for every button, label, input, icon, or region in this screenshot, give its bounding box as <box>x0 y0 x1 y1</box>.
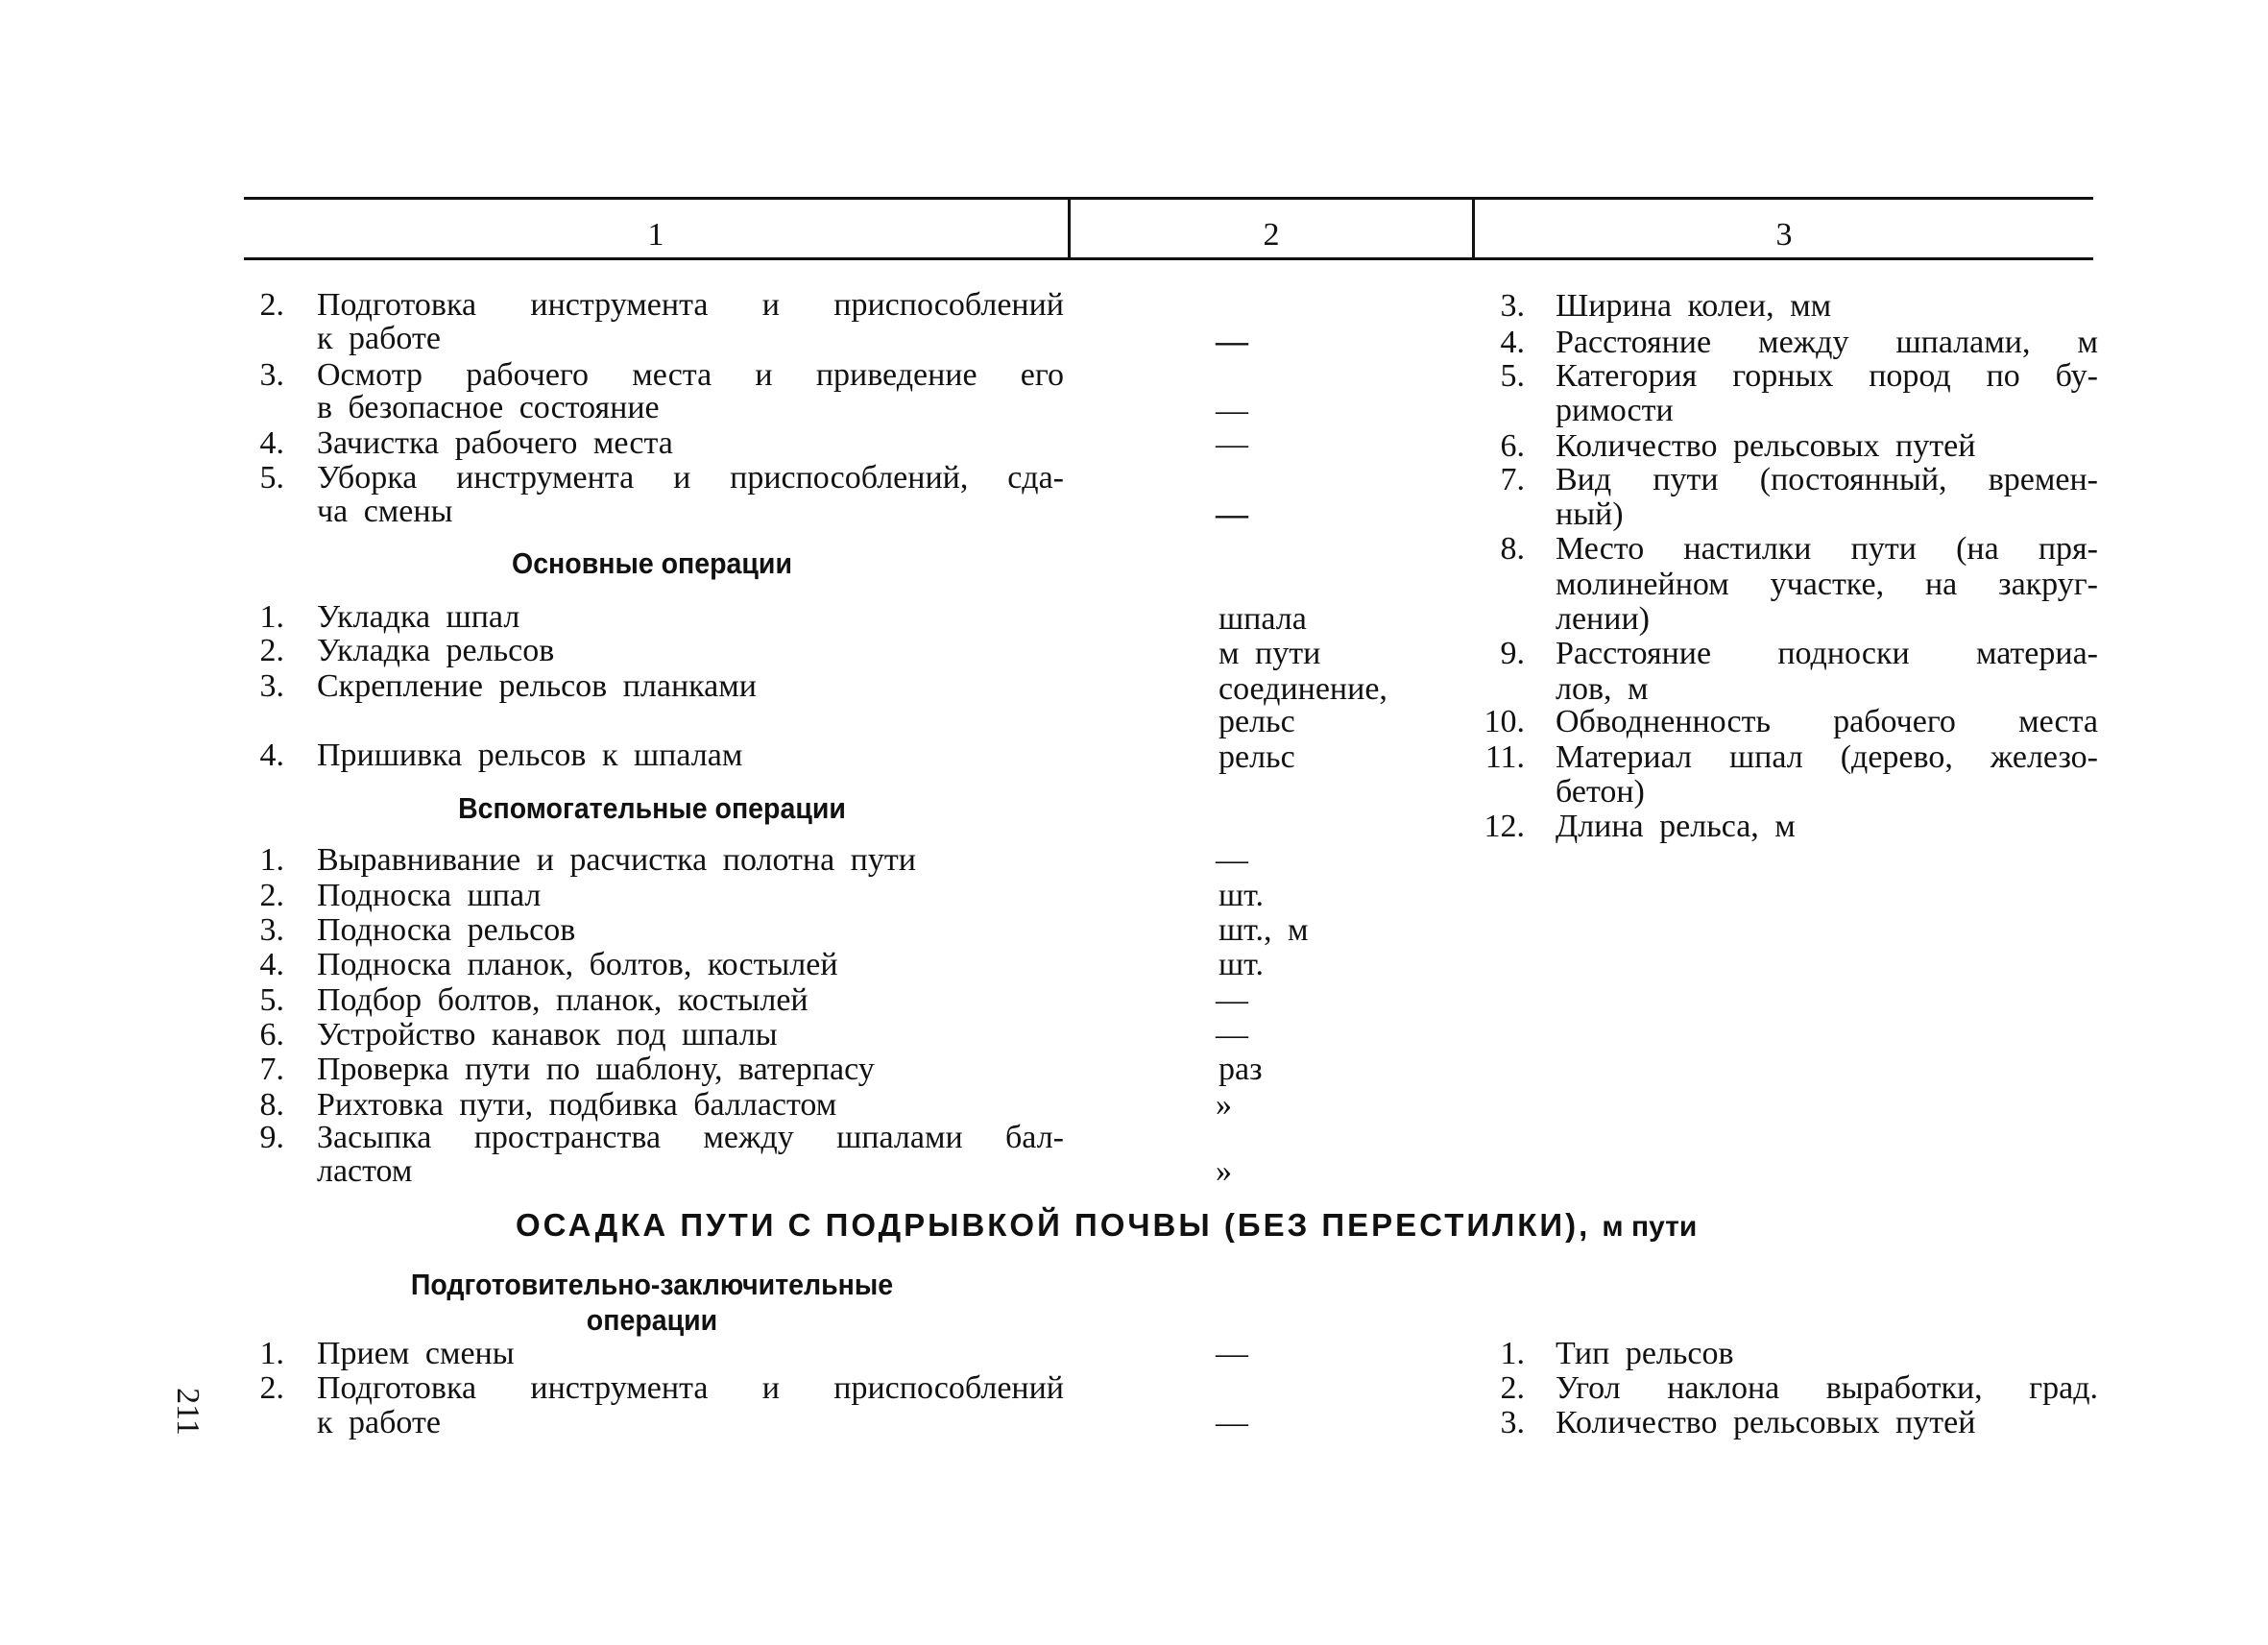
factor-number: 11. <box>1484 739 1525 775</box>
factor-text: Ширина колеи, мм <box>1556 288 1832 324</box>
unit-cell: шт. <box>1218 947 1264 982</box>
unit-cell: шт. <box>1218 878 1264 913</box>
item-number: 3. <box>259 357 284 393</box>
factor-text: ный) <box>1556 496 1624 532</box>
operation-text: Осмотр рабочего места и приведение его <box>317 357 1064 393</box>
operation-text: Засыпка пространства между шпалами бал- <box>317 1120 1064 1155</box>
item-number: 2. <box>259 878 284 913</box>
item-number: 8. <box>259 1087 284 1123</box>
factor-text: Расстояние между шпалами, м <box>1556 325 2098 360</box>
unit-cell: — <box>1216 426 1248 462</box>
factor-number: 6. <box>1500 428 1525 464</box>
table-top-rule <box>244 197 2093 200</box>
factor-number: 12. <box>1484 809 1525 844</box>
factor-text: римости <box>1556 393 1674 428</box>
unit-cell: — <box>1216 1017 1248 1052</box>
section-title <box>516 1206 1822 1246</box>
factor-text: Расстояние подноски материа- <box>1556 636 2098 671</box>
section-heading: операции <box>586 1303 718 1337</box>
operation-text: Скрепление рельсов планками <box>317 668 757 704</box>
operation-text: к работе <box>317 1405 441 1440</box>
page-number: 211 <box>169 1388 205 1436</box>
unit-cell: шт., м <box>1218 912 1309 948</box>
factor-number: 7. <box>1500 462 1525 497</box>
column-header-2: 2 <box>1263 217 1280 253</box>
factor-text: лов, м <box>1556 671 1649 707</box>
unit-cell: рельс <box>1218 739 1295 775</box>
factor-number: 5. <box>1500 358 1525 394</box>
item-number: 1. <box>259 842 284 878</box>
factor-text: бетон) <box>1556 774 1645 810</box>
operation-text: ластом <box>317 1153 413 1189</box>
factor-text: Место настилки пути (на пря- <box>1556 531 2098 567</box>
unit-cell: рельс <box>1218 704 1295 739</box>
unit-cell: — <box>1216 1336 1248 1371</box>
unit-cell: — <box>1216 842 1248 878</box>
operation-text: Подноска шпал <box>317 878 542 913</box>
factor-number: 2. <box>1500 1370 1525 1406</box>
unit-cell: — <box>1216 393 1248 428</box>
unit-cell: — <box>1216 496 1248 532</box>
factor-number: 8. <box>1500 531 1525 567</box>
column-header-1: 1 <box>647 217 664 253</box>
operation-text: Укладка рельсов <box>317 633 555 668</box>
factor-text: лении) <box>1556 601 1650 637</box>
operation-text: Укладка шпал <box>317 599 520 635</box>
factor-text: Категория горных пород по бу- <box>1556 358 2098 394</box>
operation-text: Прием смены <box>317 1336 515 1371</box>
unit-cell: соединение, <box>1218 671 1387 707</box>
operation-text: Пришивка рельсов к шпалам <box>317 738 743 773</box>
operation-text: Подноска рельсов <box>317 912 576 948</box>
unit-cell: — <box>1216 982 1248 1018</box>
item-number: 6. <box>259 1017 284 1052</box>
unit-cell: раз <box>1218 1052 1263 1087</box>
item-number: 4. <box>259 947 284 982</box>
item-number: 1. <box>259 1336 284 1371</box>
unit-cell: — <box>1216 1405 1248 1440</box>
table-header-rule <box>244 257 2093 260</box>
factor-text: Длина рельса, м <box>1556 809 1796 844</box>
item-number: 5. <box>259 982 284 1018</box>
factor-number: 10. <box>1484 704 1525 739</box>
section-title-main: ОСАДКА ПУТИ С ПОДРЫВКОЙ ПОЧВЫ (БЕЗ ПЕРЕСТИЛКИ), <box>516 1207 1591 1243</box>
operation-text: Рихтовка пути, подбивка балластом <box>317 1087 837 1123</box>
item-number: 4. <box>259 738 284 773</box>
operation-text: Уборка инструмента и приспособлений, сда- <box>317 460 1064 496</box>
operation-text: Подготовка инструмента и приспособлений <box>317 287 1064 323</box>
section-heading: Подготовительно-заключительные <box>410 1268 894 1301</box>
factor-number: 3. <box>1500 1405 1525 1440</box>
factor-text: Количество рельсовых путей <box>1556 1405 1976 1440</box>
unit-cell: м пути <box>1218 636 1321 671</box>
unit-cell: » <box>1216 1087 1232 1123</box>
unit-cell: — <box>1216 324 1248 359</box>
item-number: 1. <box>259 599 284 635</box>
operation-text: Проверка пути по шаблону, ватерпасу <box>317 1052 875 1087</box>
section-heading: Основные операции <box>512 546 792 580</box>
factor-text: молинейном участке, на закруг- <box>1556 567 2098 602</box>
factor-text: Количество рельсовых путей <box>1556 428 1976 464</box>
operation-text: Выравнивание и расчистка полотна пути <box>317 842 916 878</box>
item-number: 5. <box>259 460 284 496</box>
item-number: 2. <box>259 1370 284 1406</box>
item-number: 3. <box>259 912 284 948</box>
unit-cell: шпала <box>1218 601 1307 637</box>
item-number: 2. <box>259 287 284 323</box>
item-number: 4. <box>259 425 284 461</box>
factor-number: 3. <box>1500 288 1525 324</box>
factor-number: 1. <box>1500 1336 1525 1371</box>
operation-text: Подноска планок, болтов, костылей <box>317 947 838 982</box>
operation-text: к работе <box>317 321 441 356</box>
factor-text: Угол наклона выработки, град. <box>1556 1370 2098 1406</box>
factor-text: Вид пути (постоянный, времен- <box>1556 462 2098 497</box>
operation-text: Устройство канавок под шпалы <box>317 1017 778 1052</box>
factor-text: Материал шпал (дерево, железо- <box>1556 739 2098 775</box>
section-title-unit: м пути <box>1602 1211 1698 1243</box>
factor-text: Обводненность рабочего места <box>1556 704 2098 739</box>
operation-text: Подбор болтов, планок, костылей <box>317 982 808 1018</box>
operation-text: Подготовка инструмента и приспособлений <box>317 1370 1064 1406</box>
factor-text: Тип рельсов <box>1556 1336 1734 1371</box>
item-number: 2. <box>259 633 284 668</box>
operation-text: Зачистка рабочего места <box>317 425 673 461</box>
column-header-3: 3 <box>1775 217 1793 253</box>
factor-number: 9. <box>1500 636 1525 671</box>
factor-number: 4. <box>1500 325 1525 360</box>
operation-text: в безопасное состояние <box>317 390 660 425</box>
item-number: 7. <box>259 1052 284 1087</box>
operation-text: ча смены <box>317 494 453 529</box>
section-heading: Вспомогательные операции <box>458 791 846 825</box>
unit-cell: » <box>1216 1153 1232 1189</box>
item-number: 9. <box>259 1120 284 1155</box>
item-number: 3. <box>259 668 284 704</box>
